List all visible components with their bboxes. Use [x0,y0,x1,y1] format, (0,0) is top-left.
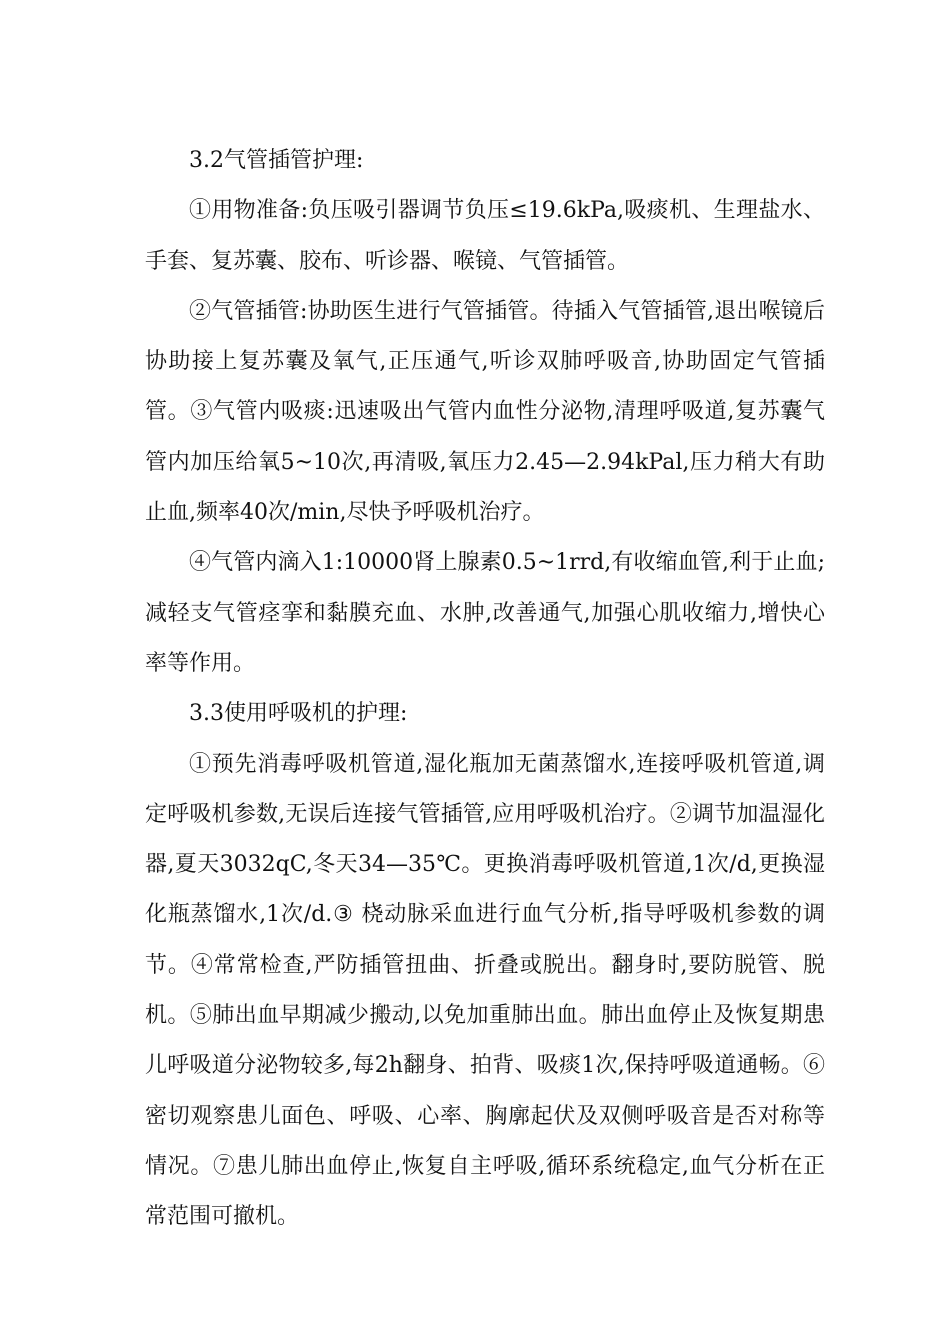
paragraph-ventilator-care: ①预先消毒呼吸机管道,湿化瓶加无菌蒸馏水,连接呼吸机管道,调定呼吸机参数,无误后连接气管插管,应用呼吸机治疗。②调节加温湿化器,夏天3032qC,冬天34—35℃。更换消毒呼吸机管道,1次/d,更换湿化瓶蒸馏水,1次/d.③ 桡动脉采血进行血气分析,指导呼吸机参数的调节。④常常检查,严防插管扭曲、折叠或脱出。翻身时,要防脱管、脱机。⑤肺出血早期减少搬动,以免加重肺出血。肺出血停止及恢复期患儿呼吸道分泌物较多,每2h翻身、拍背、吸痰1次,保持呼吸道通畅。⑥密切观察患儿面色、呼吸、心率、胸廓起伏及双侧呼吸音是否对称等情况。⑦患儿肺出血停止,恢复自主呼吸,循环系统稳定,血气分析在正常范围可撤机。 [145,751,825,1230]
paragraph-epinephrine-instillation: ④气管内滴入1:10000肾上腺素0.5~1rrd,有收缩血管,利于止血;减轻支气管痉挛和黏膜充血、水肿,改善通气,加强心肌收缩力,增快心率等作用。 [145,550,825,676]
paragraph-intubation-and-suction: ②气管插管:协助医生进行气管插管。待插入气管插管,退出喉镜后协助接上复苏囊及氧气,正压通气,听诊双肺呼吸音,协助固定气管插管。③气管内吸痰:迅速吸出气管内血性分泌物,清理呼吸道,复苏囊气管内加压给氧5~10次,再清吸,氧压力2.45—2.94kPal,压力稍大有助止血,频率40次/min,尽快予呼吸机治疗。 [145,298,825,526]
section-heading-3-2: 3.2气管插管护理: [189,148,364,173]
section-heading-3-3: 3.3使用呼吸机的护理: [189,701,408,727]
paragraph-equipment-preparation: ①用物准备:负压吸引器调节负压≤19.6kPa,吸痰机、生理盐水、手套、复苏囊、胶布、听诊器、喉镜、气管插管。 [145,198,825,274]
document-body [145,136,825,1243]
